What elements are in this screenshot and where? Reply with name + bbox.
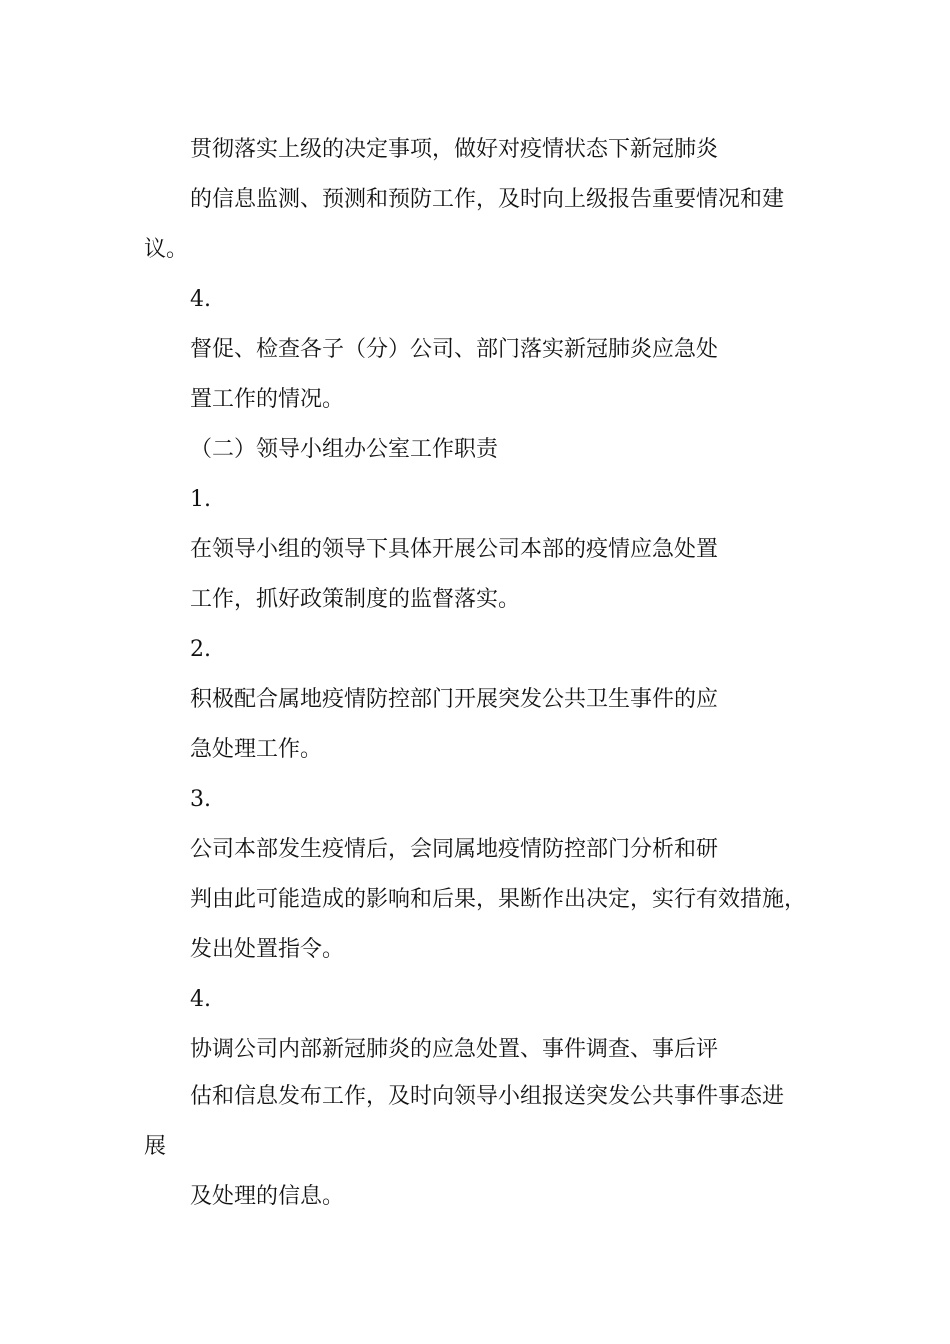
- text-line: 协调公司内部新冠肺炎的应急处置、事件调查、事后评: [190, 1037, 719, 1062]
- list-number: 4.: [190, 987, 211, 1012]
- list-number: 3.: [190, 787, 211, 812]
- text-line: 的信息监测、预测和预防工作，及时向上级报告重要情况和建: [190, 187, 785, 212]
- text-line: 贯彻落实上级的决定事项，做好对疫情状态下新冠肺炎: [190, 137, 719, 162]
- text-line: 议。: [144, 237, 189, 262]
- text-line: 置工作的情况。: [190, 387, 345, 412]
- section-heading: （二）领导小组办公室工作职责: [190, 437, 499, 462]
- text-line: 发出处置指令。: [190, 937, 345, 962]
- text-line: 工作，抓好政策制度的监督落实。: [190, 587, 521, 612]
- list-number: 2.: [190, 637, 211, 662]
- text-line: 估和信息发布工作，及时向领导小组报送突发公共事件事态进: [190, 1084, 785, 1109]
- text-line: 在领导小组的领导下具体开展公司本部的疫情应急处置: [190, 537, 719, 562]
- text-line: 展: [144, 1134, 167, 1159]
- text-line: 判由此可能造成的影响和后果，果断作出决定，实行有效措施，: [190, 887, 807, 912]
- list-number: 1.: [190, 487, 211, 512]
- text-line: 及处理的信息。: [190, 1184, 345, 1209]
- text-line: 公司本部发生疫情后，会同属地疫情防控部门分析和研: [190, 837, 719, 862]
- text-line: 督促、检查各子（分）公司、部门落实新冠肺炎应急处: [190, 337, 719, 362]
- text-line: 急处理工作。: [190, 737, 323, 762]
- list-number: 4.: [190, 287, 211, 312]
- text-line: 积极配合属地疫情防控部门开展突发公共卫生事件的应: [190, 687, 719, 712]
